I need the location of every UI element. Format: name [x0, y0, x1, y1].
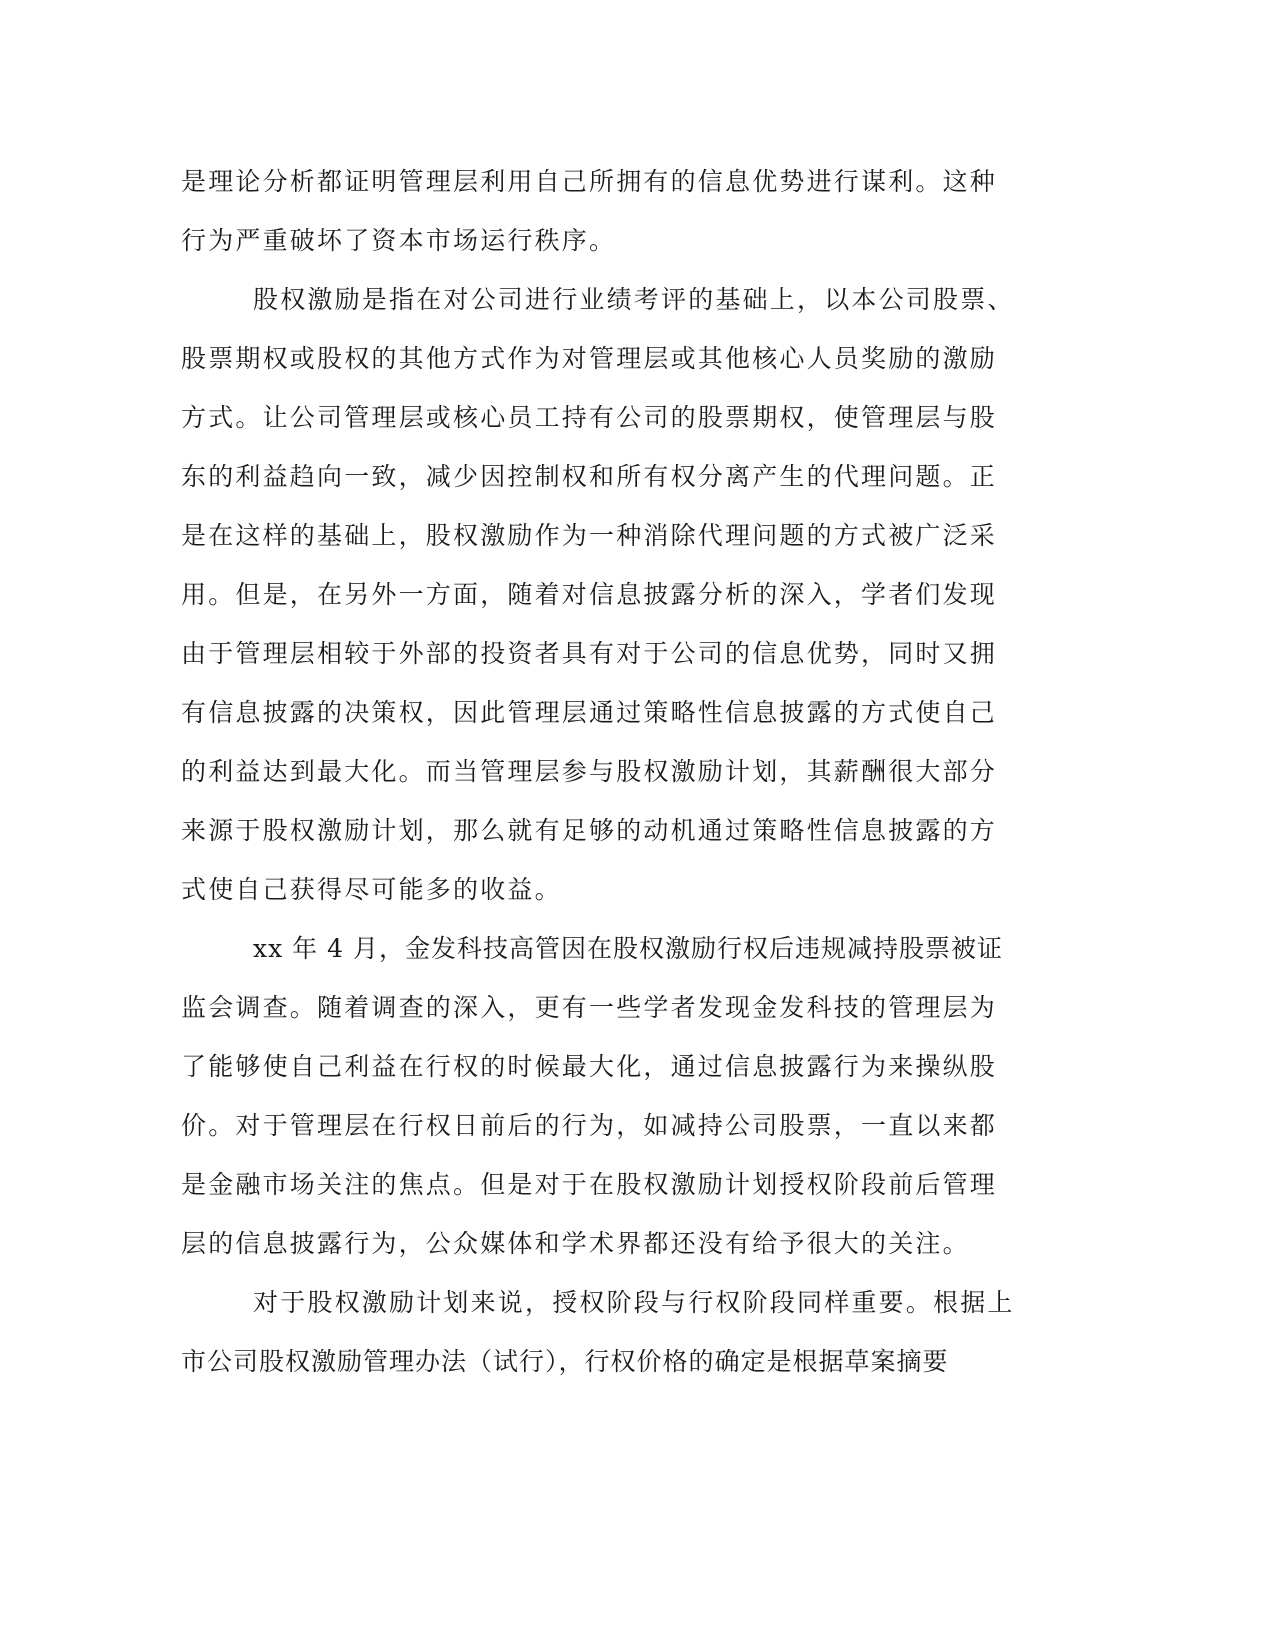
- text-line: 是理论分析都证明管理层利用自己所拥有的信息优势进行谋利。这种: [181, 167, 998, 196]
- text-line: 有信息披露的决策权，因此管理层通过策略性信息披露的方式使自己: [181, 698, 998, 727]
- text-line: 监会调查。随着调查的深入，更有一些学者发现金发科技的管理层为: [181, 993, 998, 1022]
- text-line: 的利益达到最大化。而当管理层参与股权激励计划，其薪酬很大部分: [181, 757, 998, 786]
- text-line: 股权激励是指在对公司进行业绩考评的基础上，以本公司股票、: [253, 285, 1015, 314]
- text-line: 是金融市场关注的焦点。但是对于在股权激励计划授权阶段前后管理: [181, 1170, 998, 1199]
- text-line: 东的利益趋向一致，减少因控制权和所有权分离产生的代理问题。正: [181, 462, 998, 491]
- text-line: 由于管理层相较于外部的投资者具有对于公司的信息优势，同时又拥: [181, 639, 998, 668]
- text-line: 层的信息披露行为，公众媒体和学术界都还没有给予很大的关注。: [181, 1229, 970, 1258]
- text-line: 价。对于管理层在行权日前后的行为，如减持公司股票，一直以来都: [181, 1111, 998, 1140]
- text-line: 来源于股权激励计划，那么就有足够的动机通过策略性信息披露的方: [181, 816, 998, 845]
- paragraph-2: [181, 274, 1033, 923]
- text-line: xx 年 4 月，金发科技高管因在股权激励行权后违规减持股票被证: [253, 934, 1003, 963]
- text-line: 了能够使自己利益在行权的时候最大化，通过信息披露行为来操纵股: [181, 1052, 998, 1081]
- text-line: 方式。让公司管理层或核心员工持有公司的股票期权，使管理层与股: [181, 403, 998, 432]
- text-line: 式使自己获得尽可能多的收益。: [181, 875, 562, 904]
- text-line: 股票期权或股权的其他方式作为对管理层或其他核心人员奖励的激励: [181, 344, 998, 373]
- body-text: [181, 156, 1033, 1395]
- text-line: 是在这样的基础上，股权激励作为一种消除代理问题的方式被广泛采: [181, 521, 998, 550]
- paragraph-4: [181, 1277, 1033, 1395]
- paragraph-1: [181, 156, 1033, 274]
- paragraph-3: [181, 923, 1033, 1277]
- text-line: 用。但是，在另外一方面，随着对信息披露分析的深入，学者们发现: [181, 580, 998, 609]
- text-line: 对于股权激励计划来说，授权阶段与行权阶段同样重要。根据上: [253, 1288, 1015, 1317]
- text-line: 行为严重破坏了资本市场运行秩序。: [181, 226, 617, 255]
- text-line: 市公司股权激励管理办法（试行），行权价格的确定是根据草案摘要: [181, 1347, 949, 1376]
